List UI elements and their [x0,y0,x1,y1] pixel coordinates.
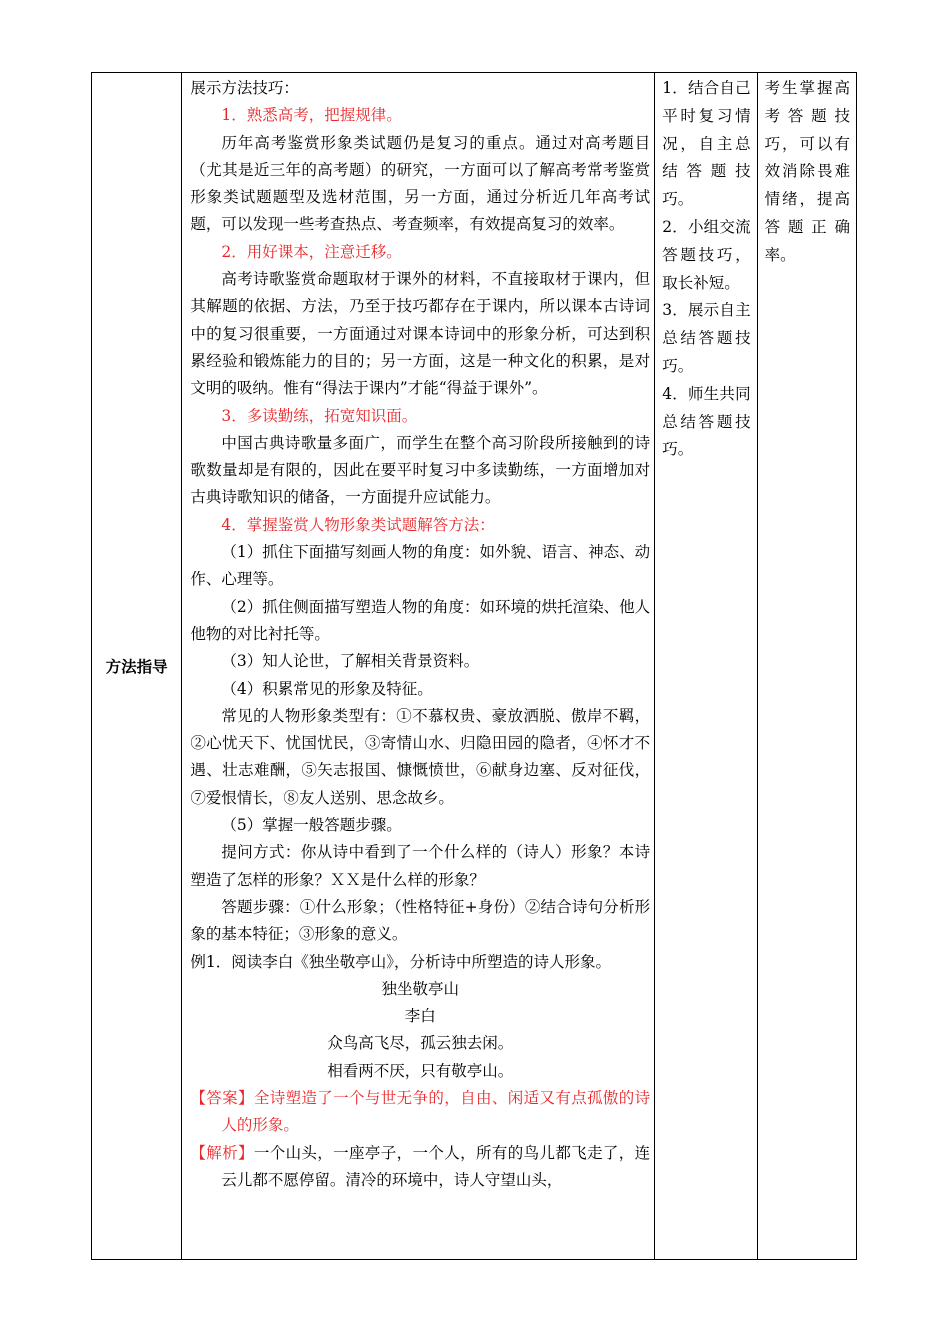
activity-1: 1．结合自己平时复习情况，自主总结答题技巧。 [662,79,751,209]
heading-3: 3．多读勤练，拓宽知识面。 [221,406,418,425]
activity-3: 3．展示自主总结答题技巧。 [662,301,751,375]
paragraph-1: 历年高考鉴赏形象类试题仍是复习的重点。通过对高考题目（尤其是近三年的高考题）的研究，一方面可以了解高考常考鉴赏形象类试题题型及选材范围，另一方面，通过分析近几年高考试题，可以发现一些考查热点、考查频率，有效提高复习的效率。 [190,133,651,234]
lesson-table [91,72,857,1260]
table-row [92,73,857,1260]
sub-item-1: （1）抓住下面描写刻画人物的角度：如外貌、语言、神态、动作、心理等。 [190,543,651,589]
poem-line-2: 相看两不厌，只有敬亭山。 [327,1061,514,1080]
analysis-tag: 【解析】 [190,1143,254,1162]
example-prompt: 例1．阅读李白《独坐敬亭山》，分析诗中所塑造的诗人形象。 [190,952,611,971]
student-activity-cell [655,73,757,1260]
answer-tag: 【答案】 [190,1088,254,1107]
activity-4: 4．师生共同总结答题技巧。 [662,384,751,459]
poem-author: 李白 [404,1007,436,1026]
heading-2: 2．用好课本，注意迁移。 [221,242,402,261]
row-label: 方法指导 [105,658,168,676]
paragraph-2: 高考诗歌鉴赏命题取材于课外的材料，不直接取材于课内，但其解题的依据、方法，乃至于技巧都存在于课内，所以课本古诗词中的复习很重要，一方面通过对课本诗词中的形象分析，可达到积累经验和锻炼能力的目的；另一方面，这是一种文化的积累，是对文明的吸纳。惟有“得法于课内”才能“得益于课外”。 [190,270,651,398]
sub-item-3: （3）知人论世，了解相关背景资料。 [221,652,480,671]
design-intent: 考生掌握高考答题技巧，可以有效消除畏难情绪，提高答题正确率。 [764,79,850,264]
image-types: 常见的人物形象类型有：①不慕权贵、豪放洒脱、傲岸不羁，②心忧天下、忧国忧民，③寄情山水、归隐田园的隐者，④怀才不遇、壮志难酬，⑤矢志报国、慷慨愤世，⑥献身边塞、反对征伐，⑦爱恨情长，⑧友人送别、思念故乡。 [190,706,651,807]
intro-text: 展示方法技巧： [190,79,299,97]
sub-item-5: （5）掌握一般答题步骤。 [221,816,402,835]
heading-1: 1．熟悉高考，把握规律。 [221,106,402,125]
answer-block [190,1085,650,1140]
activity-2: 2．小组交流答题技巧，取长补短。 [662,217,751,292]
answer-text: 全诗塑造了一个与世无争的，自由、闲适又有点孤傲的诗人的形象。 [221,1088,651,1135]
paragraph-3: 中国古典诗歌量多面广，而学生在整个高习阶段所接触到的诗歌数量却是有限的，因此在要平时复习中多读勤练，一方面增加对古典诗歌知识的储备，一方面提升应试能力。 [190,433,651,507]
heading-4: 4．掌握鉴赏人物形象类试题解答方法： [221,515,495,534]
main-content-cell [182,73,655,1260]
sub-item-4: （4）积累常见的形象及特征。 [221,679,433,698]
design-intent-cell [757,73,856,1260]
answer-steps: 答题步骤：①什么形象；（性格特征+身份）②结合诗句分析形象的基本特征；③形象的意义。 [190,897,651,944]
poem-line-1: 众鸟高飞尽，孤云独去闲。 [327,1034,514,1053]
analysis-text: 一个山头，一座亭子，一个人，所有的鸟儿都飞走了，连云儿都不愿停留。清冷的环境中，诗人守望山头， [221,1143,651,1189]
analysis-block [190,1140,650,1195]
row-label-cell [92,73,182,1260]
sub-item-2: （2）抓住侧面描写塑造人物的角度：如环境的烘托渲染、他人他物的对比衬托等。 [190,597,651,643]
question-forms: 提问方式：你从诗中看到了一个什么样的（诗人）形象？本诗塑造了怎样的形象？ＸＸ是什么样的形象？ [190,843,651,889]
poem-title: 独坐敬亭山 [381,979,460,998]
student-activities [655,73,756,464]
main-content [182,73,654,1194]
